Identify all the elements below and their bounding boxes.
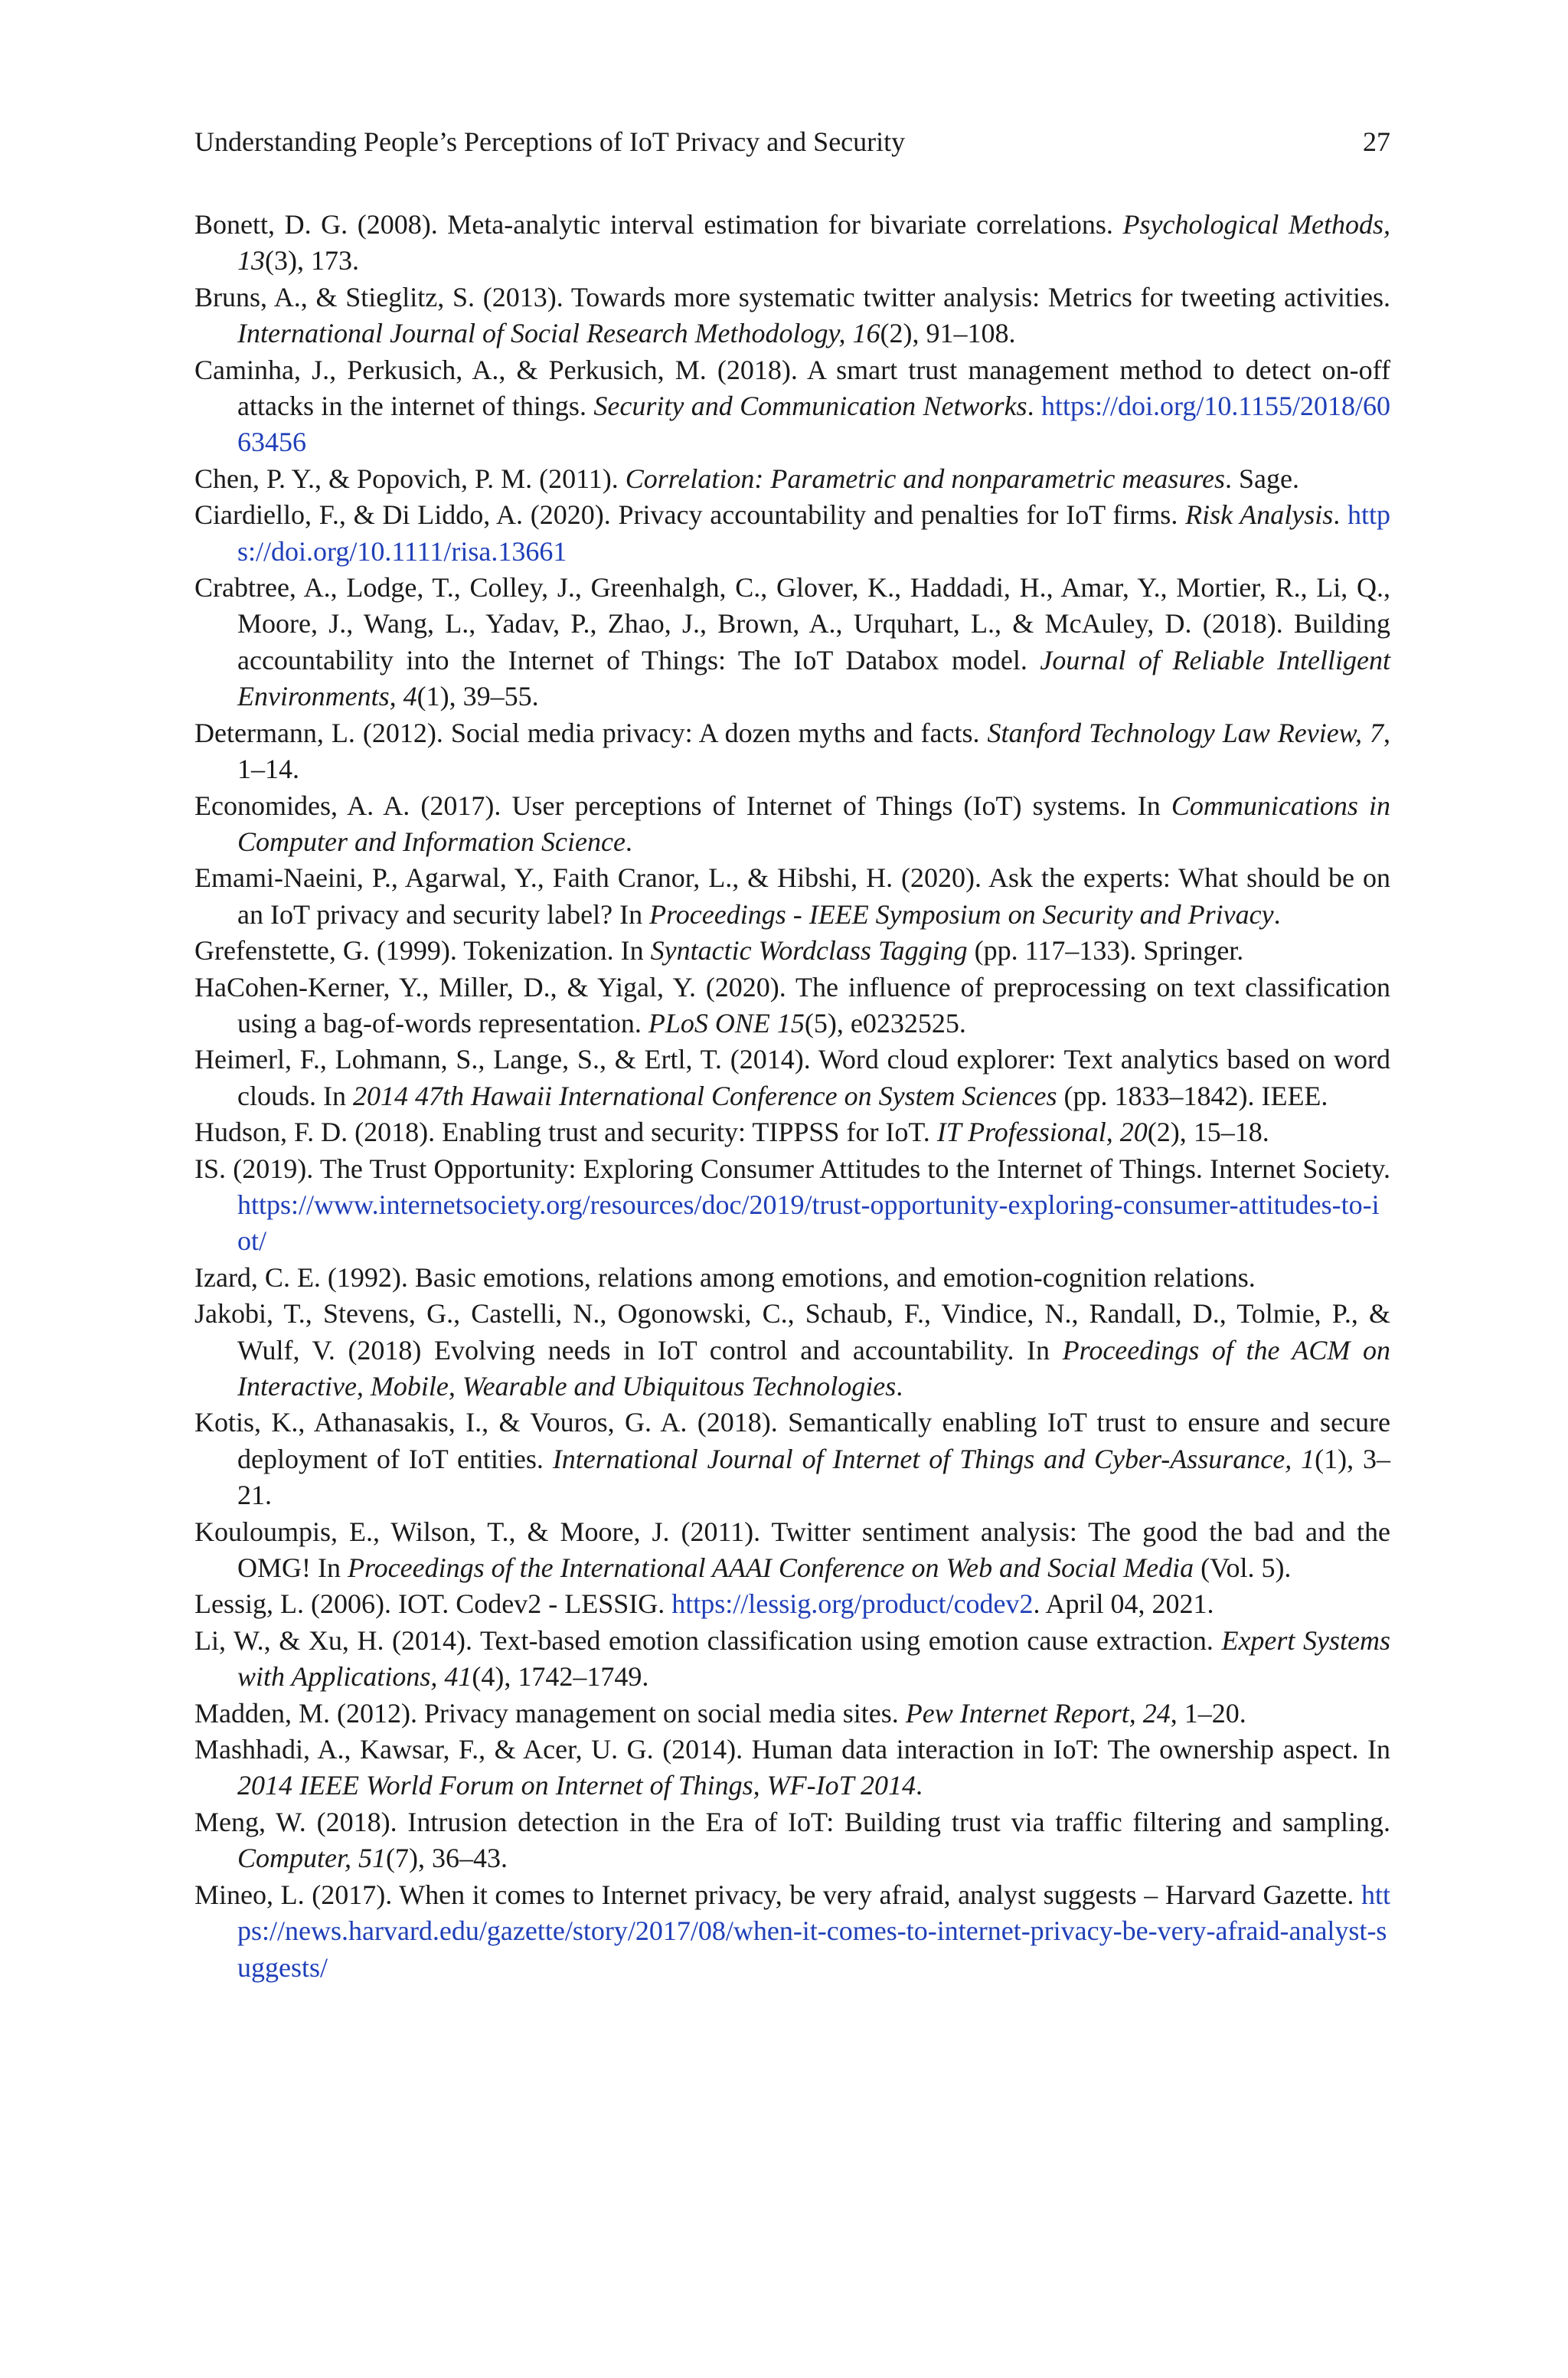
reference-text: (1), 39–55. (416, 681, 539, 712)
reference-text: (7), 36–43. (386, 1843, 508, 1874)
reference-source-title: Security and Communication Networks (593, 391, 1027, 422)
reference-source-title: 2014 47th Hawaii International Conference on System Sciences (352, 1080, 1057, 1111)
reference-text: Mineo, L. (2017). When it comes to Internet privacy, be very afraid, analyst suggests – Harvard Gazette. (194, 1879, 1361, 1910)
reference-emami2020 (194, 860, 1390, 933)
reference-text: Bruns, A., & Stieglitz, S. (2013). Towards more systematic twitter analysis: Metrics for tweeting activities. (194, 281, 1390, 312)
reference-text: . (625, 826, 632, 857)
reference-text: . (1027, 391, 1041, 422)
reference-text: Ciardiello, F., & Di Liddo, A. (2020). Privacy accountability and penalties for IoT firms. (194, 499, 1186, 531)
reference-link[interactable]: https://news.harvard.edu/gazette/story/2017/08/when-it-comes-to-internet-privacy-be-very-afraid-analyst-suggests/ (237, 1879, 1390, 1983)
reference-kotis2018 (194, 1405, 1390, 1513)
reference-heimerl2014 (194, 1042, 1390, 1114)
reference-caminha2018 (194, 352, 1390, 461)
reference-text: (5), e0232525. (804, 1007, 966, 1039)
reference-text: Li, W., & Xu, H. (2014). Text-based emotion classification using emotion cause extraction. (194, 1624, 1222, 1656)
reference-source-title: PLoS ONE 15 (648, 1007, 805, 1039)
reference-source-title: Expert Systems with Applications, 41 (237, 1624, 1390, 1693)
reference-source-title: Syntactic Wordclass Tagging (650, 935, 968, 967)
reference-text: . (915, 1770, 923, 1801)
reference-economides2017 (194, 788, 1390, 861)
reference-text: (pp. 117–133). Springer. (967, 935, 1244, 967)
reference-bonett2008 (194, 207, 1390, 280)
reference-text: . Sage. (1225, 463, 1299, 494)
reference-text: Kouloumpis, E., Wilson, T., & Moore, J. (2011). Twitter sentiment analysis: The good the bad and the OMG! In (194, 1516, 1390, 1584)
page-number: 27 (1363, 126, 1390, 157)
reference-text: Hudson, F. D. (2018). Enabling trust and security: TIPPSS for IoT. (194, 1117, 937, 1148)
reference-text: (2), 91–108. (880, 318, 1016, 349)
reference-text: Determann, L. (2012). Social media privacy: A dozen myths and facts. (194, 717, 988, 748)
reference-source-title: Journal of Reliable Intelligent Environments, 4 (237, 644, 1390, 712)
reference-text: Meng, W. (2018). Intrusion detection in the Era of IoT: Building trust via traffic filtering and sampling. (194, 1806, 1390, 1837)
reference-list (194, 207, 1390, 1986)
reference-text: Crabtree, A., Lodge, T., Colley, J., Greenhalgh, C., Glover, K., Haddadi, H., Amar, Y., Mortier, R., Li, Q., Moore, J., Wang, L., Yadav, P., Zhao, J., Brown, A., Urquhart, L., & McAuley, D. (2018). Building accountability into the Internet of Things: The IoT Databox model. (194, 572, 1390, 675)
reference-text: Caminha, J., Perkusich, A., & Perkusich, M. (2018). A smart trust management method to detect on-off attacks in the internet of things. (194, 354, 1390, 422)
reference-text: Bonett, D. G. (2008). Meta-analytic interval estimation for bivariate correlations. (194, 209, 1123, 240)
reference-link[interactable]: https://doi.org/10.1111/risa.13661 (237, 499, 1391, 567)
reference-text: Kotis, K., Athanasakis, I., & Vouros, G. A. (2018). Semantically enabling IoT trust to ensure and secure deployment of IoT entities. (194, 1407, 1390, 1474)
reference-mineo2017 (194, 1877, 1390, 1986)
reference-source-title: Correlation: Parametric and nonparametric measures (625, 463, 1225, 494)
reference-link[interactable]: https://www.internetsociety.org/resources/doc/2019/trust-opportunity-exploring-consumer-attitudes-to-iot/ (237, 1189, 1380, 1257)
reference-text: Lessig, L. (2006). IOT. Codev2 - LESSIG. (194, 1588, 672, 1620)
reference-hudson2018 (194, 1114, 1390, 1150)
reference-text: (pp. 1833–1842). IEEE. (1057, 1080, 1328, 1111)
reference-text: Emami-Naeini, P., Agarwal, Y., Faith Cranor, L., & Hibshi, H. (2020). Ask the experts: What should be on an IoT privacy and security label? In (194, 862, 1390, 930)
reference-is2019 (194, 1151, 1390, 1260)
page (194, 123, 1390, 1986)
reference-kouloumpis2011 (194, 1514, 1390, 1587)
reference-source-title: IT Professional, 20 (936, 1117, 1148, 1148)
reference-source-title: Psychological Methods, 13 (237, 209, 1390, 276)
reference-text: , 1–14. (237, 717, 1390, 785)
reference-ciardiello2020 (194, 497, 1390, 570)
reference-source-title: Proceedings of the International AAAI Conference on Web and Social Media (347, 1552, 1194, 1584)
reference-bruns2013 (194, 280, 1390, 352)
reference-text: (4), 1742–1749. (472, 1661, 649, 1693)
reference-text: (3), 173. (265, 245, 359, 276)
reference-text: , 1–20. (1170, 1697, 1246, 1729)
reference-source-title: Proceedings - IEEE Symposium on Security and Privacy (649, 898, 1274, 930)
reference-meng2018 (194, 1804, 1390, 1877)
reference-source-title: 2014 IEEE World Forum on Internet of Things, WF-IoT 2014 (237, 1770, 916, 1801)
reference-source-title: Computer, 51 (237, 1843, 387, 1874)
reference-lessig2006 (194, 1586, 1390, 1622)
reference-determann2012 (194, 715, 1390, 788)
reference-text: Madden, M. (2012). Privacy management on social media sites. (194, 1697, 906, 1729)
reference-text: . (1333, 499, 1348, 531)
reference-izard1992 (194, 1260, 1390, 1296)
reference-text: Grefenstette, G. (1999). Tokenization. In (194, 935, 651, 967)
running-title: Understanding People’s Perceptions of IoT Privacy and Security (194, 126, 906, 157)
reference-text: Chen, P. Y., & Popovich, P. M. (2011). (194, 463, 626, 494)
reference-source-title: Risk Analysis (1185, 499, 1334, 531)
reference-mashhadi2014 (194, 1732, 1390, 1804)
reference-text: Izard, C. E. (1992). Basic emotions, relations among emotions, and emotion-cognition relations. (194, 1261, 1256, 1293)
reference-chen2011 (194, 461, 1390, 497)
reference-text: . April 04, 2021. (1033, 1588, 1214, 1620)
reference-source-title: Pew Internet Report, 24 (905, 1697, 1171, 1729)
reference-text: (Vol. 5). (1194, 1552, 1292, 1584)
reference-source-title: International Journal of Internet of Things and Cyber-Assurance, 1 (552, 1443, 1315, 1474)
reference-link[interactable]: https://doi.org/10.1155/2018/6063456 (237, 391, 1391, 458)
reference-link[interactable]: https://lessig.org/product/codev2 (671, 1588, 1034, 1620)
reference-madden2012 (194, 1696, 1390, 1732)
reference-source-title: International Journal of Social Research Methodology, 16 (237, 318, 880, 349)
reference-li2014 (194, 1623, 1390, 1696)
reference-source-title: Stanford Technology Law Review, 7 (987, 717, 1383, 748)
reference-source-title: Communications in Computer and Information Science (237, 790, 1390, 857)
reference-text: (1), 3–21. (237, 1443, 1390, 1511)
reference-hacohen2020 (194, 970, 1390, 1042)
reference-source-title: Proceedings of the ACM on Interactive, Mobile, Wearable and Ubiquitous Technologies (237, 1334, 1390, 1402)
reference-text: HaCohen-Kerner, Y., Miller, D., & Yigal, Y. (2020). The influence of preprocessing on text classification using a bag-of-words representation. (194, 971, 1390, 1039)
reference-crabtree2018 (194, 570, 1390, 715)
reference-text: Heimerl, F., Lohmann, S., Lange, S., & Ertl, T. (2014). Word cloud explorer: Text analytics based on word clouds. In (194, 1044, 1390, 1111)
reference-text: Economides, A. A. (2017). User perceptions of Internet of Things (IoT) systems. In (194, 790, 1171, 821)
reference-grefenstette1999 (194, 933, 1390, 969)
reference-jakobi2018 (194, 1296, 1390, 1405)
reference-text: . (896, 1371, 903, 1402)
reference-text: IS. (2019). The Trust Opportunity: Exploring Consumer Attitudes to the Internet of Things. Internet Society. (194, 1153, 1390, 1184)
running-head (194, 123, 1390, 161)
reference-text: Mashhadi, A., Kawsar, F., & Acer, U. G. (2014). Human data interaction in IoT: The ownership aspect. In (194, 1734, 1390, 1765)
reference-text: Jakobi, T., Stevens, G., Castelli, N., Ogonowski, C., Schaub, F., Vindice, N., Randall, D., Tolmie, P., & Wulf, V. (2018) Evolving needs in IoT control and accountability. In (194, 1298, 1390, 1366)
reference-text: (2), 15–18. (1147, 1117, 1269, 1148)
reference-text: . (1273, 898, 1281, 930)
